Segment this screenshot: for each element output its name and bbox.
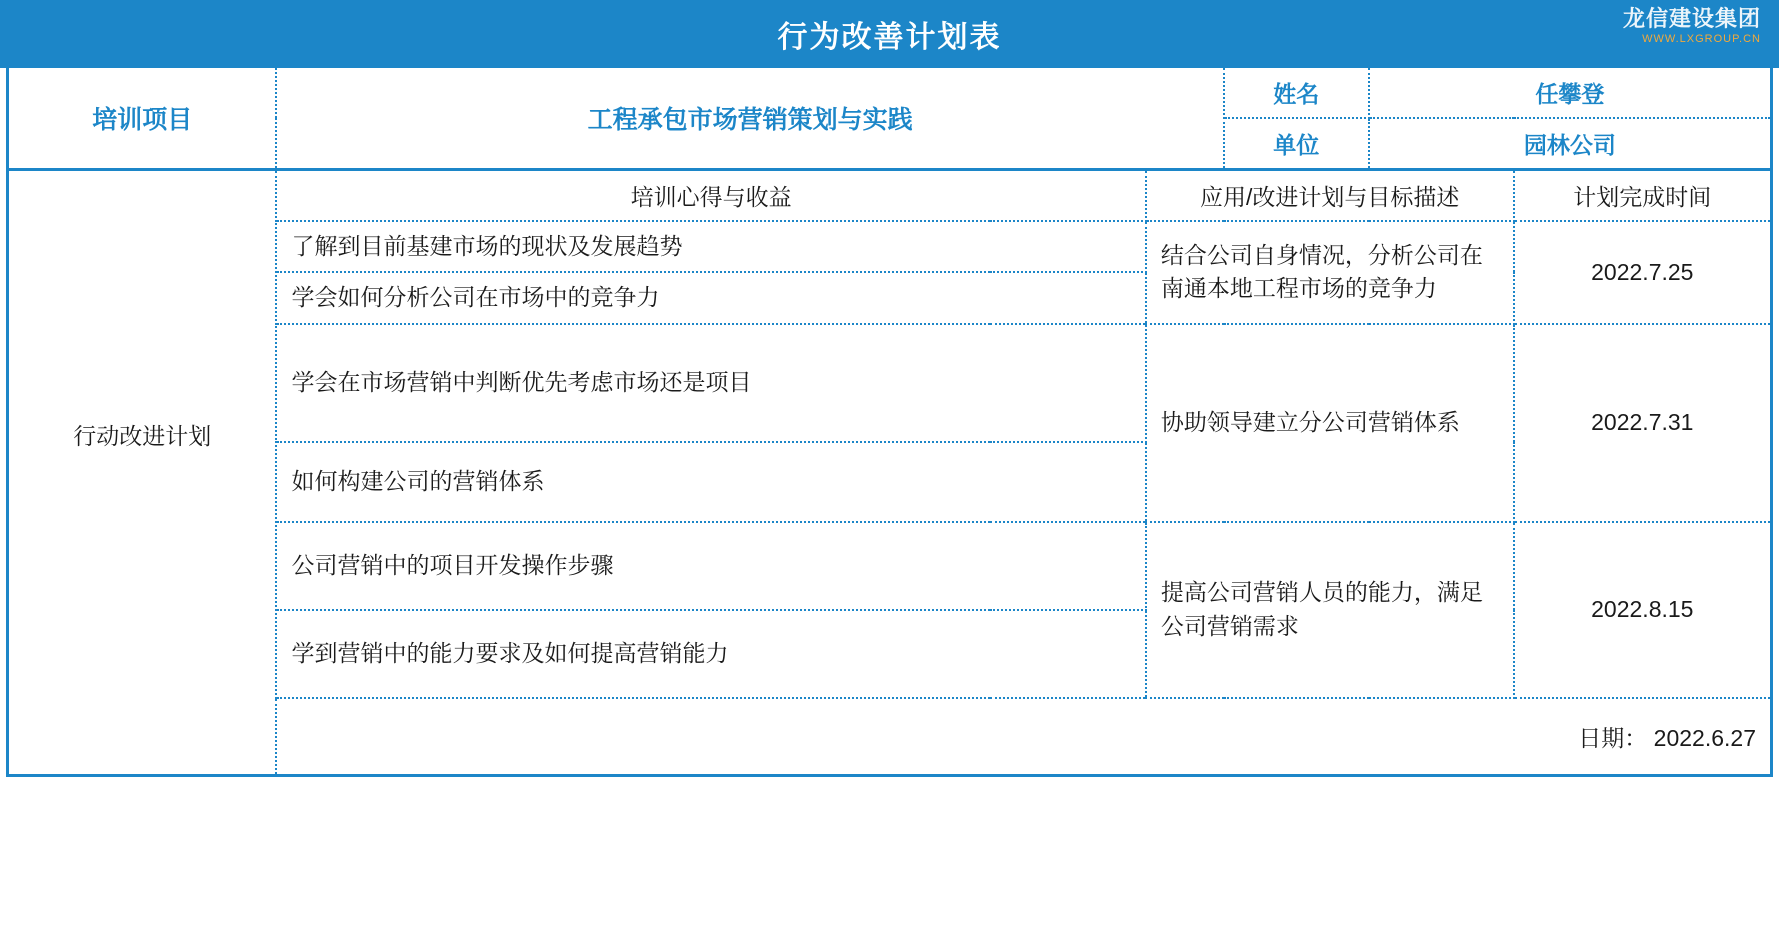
- insight-text: 学会在市场营销中判断优先考虑市场还是项目: [276, 324, 1145, 442]
- plan-table: [6, 68, 1773, 777]
- due-date: 2022.7.25: [1514, 221, 1770, 324]
- column-header-plan: 应用/改进计划与目标描述: [1146, 170, 1514, 222]
- unit-label: 单位: [1224, 118, 1369, 170]
- name-value: 任攀登: [1369, 68, 1770, 118]
- unit-value: 园林公司: [1369, 118, 1770, 170]
- plan-text: 协助领导建立分公司营销体系: [1146, 324, 1514, 522]
- column-header-due: 计划完成时间: [1514, 170, 1770, 222]
- training-project-label: 培训项目: [9, 68, 276, 170]
- name-label: 姓名: [1224, 68, 1369, 118]
- plan-text: 提高公司营销人员的能力，满足公司营销需求: [1146, 522, 1514, 698]
- section-label-action-plan: 行动改进计划: [9, 170, 276, 698]
- table-row-info-name: [9, 68, 1770, 118]
- insight-text: 学会如何分析公司在市场中的竞争力: [276, 272, 1145, 323]
- insight-text: 了解到目前基建市场的现状及发展趋势: [276, 221, 1145, 272]
- footer-date: 日期： 2022.6.27: [1578, 724, 1756, 751]
- plan-text: 结合公司自身情况，分析公司在南通本地工程市场的竞争力: [1146, 221, 1514, 324]
- training-project-value: 工程承包市场营销策划与实践: [276, 68, 1223, 170]
- grid-table: [9, 68, 1770, 774]
- insight-text: 公司营销中的项目开发操作步骤: [276, 522, 1145, 610]
- due-date: 2022.8.15: [1514, 522, 1770, 698]
- insight-text: 学到营销中的能力要求及如何提高营销能力: [276, 610, 1145, 698]
- table-row-footer: [9, 698, 1770, 774]
- footer-spacer: [9, 698, 276, 774]
- brand-url: WWW.LXGROUP.CN: [1642, 33, 1761, 46]
- table-row-column-headers: [9, 170, 1770, 222]
- due-date: 2022.7.31: [1514, 324, 1770, 522]
- column-header-insights: 培训心得与收益: [276, 170, 1145, 222]
- brand-name: 龙信建设集团: [1622, 6, 1761, 31]
- page-title: 行为改善计划表: [777, 21, 1002, 54]
- insight-text: 如何构建公司的营销体系: [276, 442, 1145, 522]
- brand-logo: [1623, 6, 1761, 46]
- document-header: [0, 0, 1779, 68]
